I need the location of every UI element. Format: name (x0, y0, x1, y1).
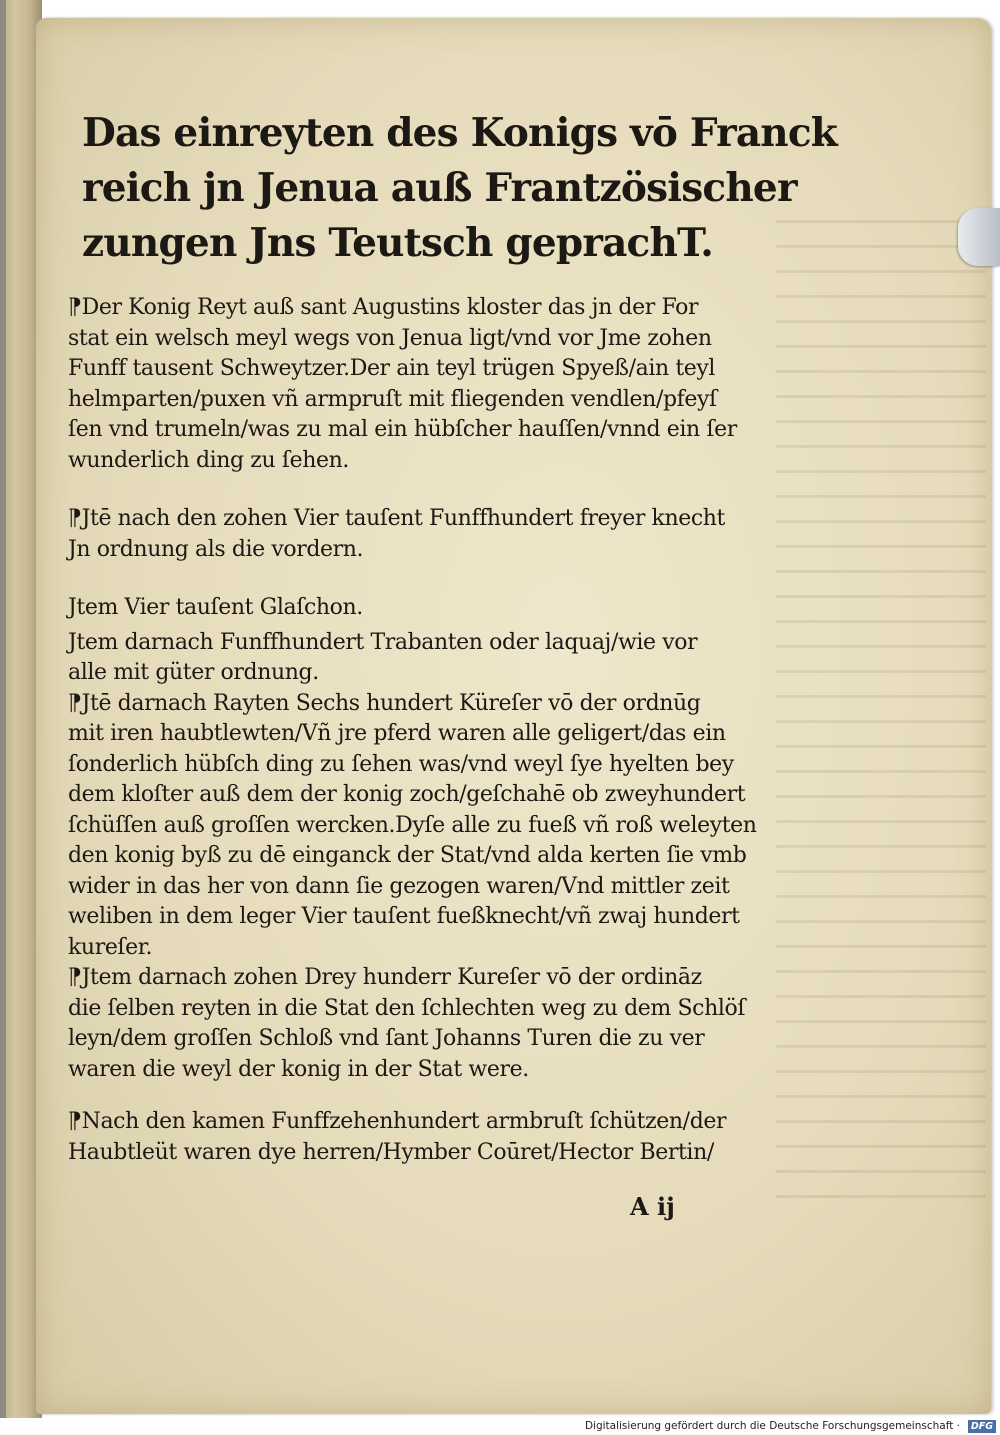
text-line: stat ein welsch meyl wegs von Jenua ligt/vnd vor Jme zohen (68, 325, 712, 351)
text-line: weliben in dem leger Vier tauſent fueßknecht/vñ zwaj hundert (68, 904, 740, 929)
text-line: Jtem Vier tauſent Glaſchon. (68, 595, 363, 620)
text-line: waren die weyl der konig in der Stat were. (68, 1056, 529, 1082)
show-through-text (776, 198, 986, 1198)
text-line: ⁋Jtē nach den zohen Vier tauſent Funffhundert freyer knecht (68, 506, 725, 531)
dfg-logo[interactable]: DFG (968, 1420, 996, 1433)
text-line: die ſelben reyten in die Stat den ſchlechten weg zu dem Schlöſ (68, 995, 746, 1021)
paragraph (68, 963, 788, 1085)
text-line: wider in das her von dann ſie gezogen waren/Vnd mittler zeit (68, 873, 730, 899)
paragraph (68, 1107, 788, 1168)
paragraph (68, 689, 788, 964)
text-line: alle mit güter ordnung. (68, 660, 319, 685)
paragraph (68, 593, 788, 624)
funding-credit: Digitalisierung gefördert durch die Deutsche Forschungsgemeinschaft · (584, 1420, 960, 1432)
text-line: ſonderlich hübſch ding zu ſehen was/vnd weyl ſye hyelten bey (68, 751, 734, 777)
text-line: den konig byß zu dē einganck der Stat/vnd alda kerten ſie vmb (68, 843, 747, 868)
title-line: zungen Jns Teutsch geprachT. (82, 220, 714, 266)
text-line: ⁋Nach den kamen Funffzehenhundert armbruſt ſchützen/der (68, 1109, 727, 1134)
page-title (82, 106, 838, 271)
text-line: wunderlich ding zu ſehen. (68, 447, 349, 473)
paragraph (68, 628, 788, 689)
text-line: Funff tausent Schweytzer.Der ain teyl trügen Spyeß/ain teyl (68, 356, 716, 381)
page-text (68, 106, 838, 1168)
text-line: mit iren haubtlewten/Vñ jre pferd waren alle geligert/das ein (68, 721, 726, 746)
page-tab-marker (958, 208, 1000, 266)
text-line: Jn ordnung als die vordern. (68, 536, 364, 562)
text-line: ſen vnd trumeln/was zu mal ein hübſcher hauſſen/vnnd ein ſer (68, 417, 737, 442)
text-line: Jtem darnach Funffhundert Trabanten oder laquaj/wie vor (68, 629, 698, 655)
text-line: ⁋Der Konig Reyt auß sant Augustins kloster das jn der For (68, 295, 699, 320)
title-line: reich jn Jenua auß Frantzösischer (82, 165, 797, 211)
text-line: ſchüſſen auß groſſen wercken.Dyſe alle zu fueß vñ roß weleyten (68, 812, 757, 838)
book-spine (0, 0, 6, 1418)
signature-mark: A ij (630, 1192, 675, 1221)
text-line: leyn/dem groſſen Schloß vnd ſant Johanns Turen die zu ver (68, 1026, 705, 1051)
text-line: kureſer. (68, 934, 153, 960)
text-line: ⁋Jtē darnach Rayten Sechs hundert Küreſer vō der ordnūg (68, 690, 701, 716)
title-line: Das einreyten des Konigs vō Franck (82, 110, 838, 156)
text-line: Haubtleüt waren dye herren/Hymber Coūret/Hector Bertin/ (68, 1139, 714, 1165)
text-line: ⁋Jtem darnach zohen Drey hunderr Kureſer vō der ordināz (68, 965, 702, 990)
text-line: dem kloſter auß dem der konig zoch/geſchahē ob zweyhundert (68, 782, 746, 807)
paragraph (68, 293, 788, 476)
paragraph (68, 504, 788, 565)
text-line: helmparten/puxen vñ armpruſt mit fliegenden vendlen/pfeyſ (68, 386, 717, 412)
footer-bar (0, 1418, 1000, 1435)
